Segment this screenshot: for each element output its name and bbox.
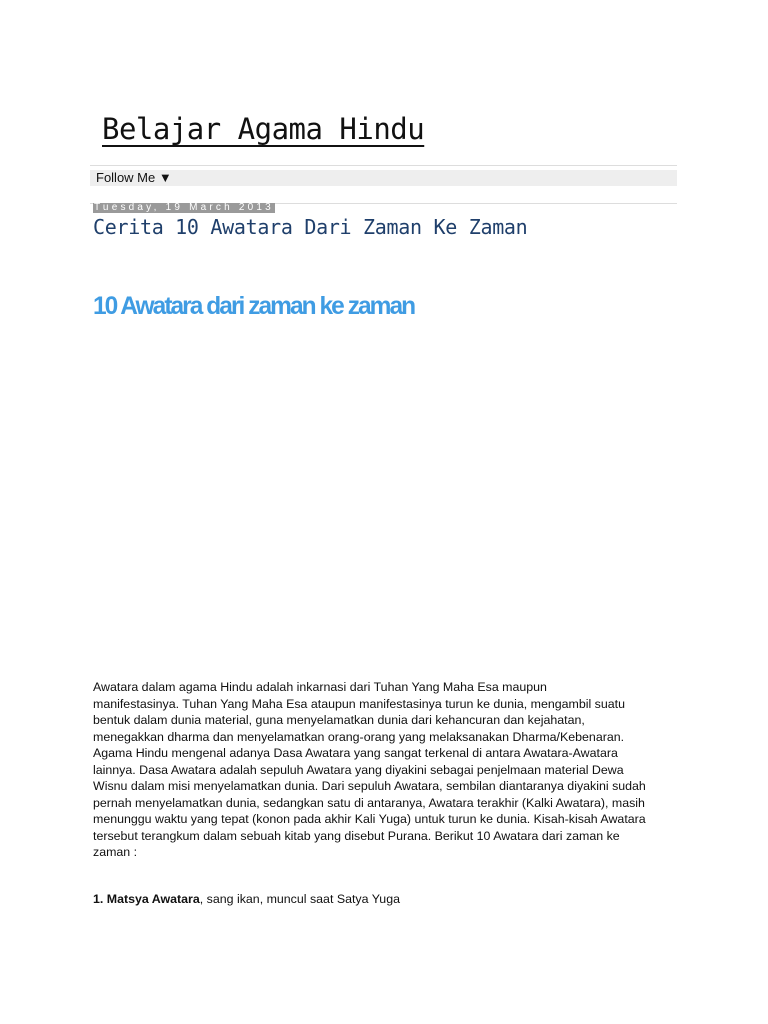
post-date: Tuesday, 19 March 2013 [94,202,274,213]
menu-bar [90,170,677,186]
blog-title-link[interactable]: Belajar Agama Hindu [102,112,425,146]
paragraph-line: tersebut terangkum dalam sebuah kitab yang disebut Purana. Berikut 10 Awatara dari zaman ke [93,828,620,843]
list-item-description: , sang ikan, muncul saat Satya Yuga [199,892,400,906]
post-headline: 10 Awatara dari zaman ke zaman [93,292,415,320]
post-intro-paragraph [93,679,677,861]
paragraph-line: pernah menyelamatkan dunia, sedangkan satu di antaranya, Awatara terakhir (Kalki Awatara), masih [93,795,645,810]
post-title[interactable]: Cerita 10 Awatara Dari Zaman Ke Zaman [93,215,528,239]
list-item-matsya [93,891,400,907]
paragraph-line: Awatara dalam agama Hindu adalah inkarnasi dari Tuhan Yang Maha Esa maupun [93,680,547,694]
paragraph-line: Agama Hindu mengenal adanya Dasa Awatara yang sangat terkenal di antara Awatara-Awatara [93,746,618,760]
paragraph-line: menegakkan dharma dan menyelamatkan orang-orang yang melaksanakan Dharma/Kebenaran. [93,729,625,744]
paragraph-line: manifestasinya. Tuhan Yang Maha Esa ataupun manifestasinya turun ke dunia, mengambil suatu [93,696,625,711]
follow-me-dropdown[interactable]: Follow Me ▼ [96,170,172,185]
paragraph-line: Wisnu dalam misi menyelamatkan dunia. Dari sepuluh Awatara, sembilan diantaranya diyakini sudah [93,779,646,793]
header-divider [90,165,677,166]
paragraph-line: zaman : [93,845,138,859]
paragraph-line: bentuk dalam dunia material, guna menyelamatkan dunia dari kehancuran dan kejahatan, [93,713,585,727]
paragraph-line: menunggu waktu yang tepat (konon pada akhir Kali Yuga) untuk turun ke dunia. Kisah-kisah Awatara [93,812,646,826]
list-item-title: 1. Matsya Awatara [93,892,200,906]
paragraph-line: lainnya. Dasa Awatara adalah sepuluh Awatara yang diyakini sebagai penjelmaan material Dewa [93,762,624,777]
